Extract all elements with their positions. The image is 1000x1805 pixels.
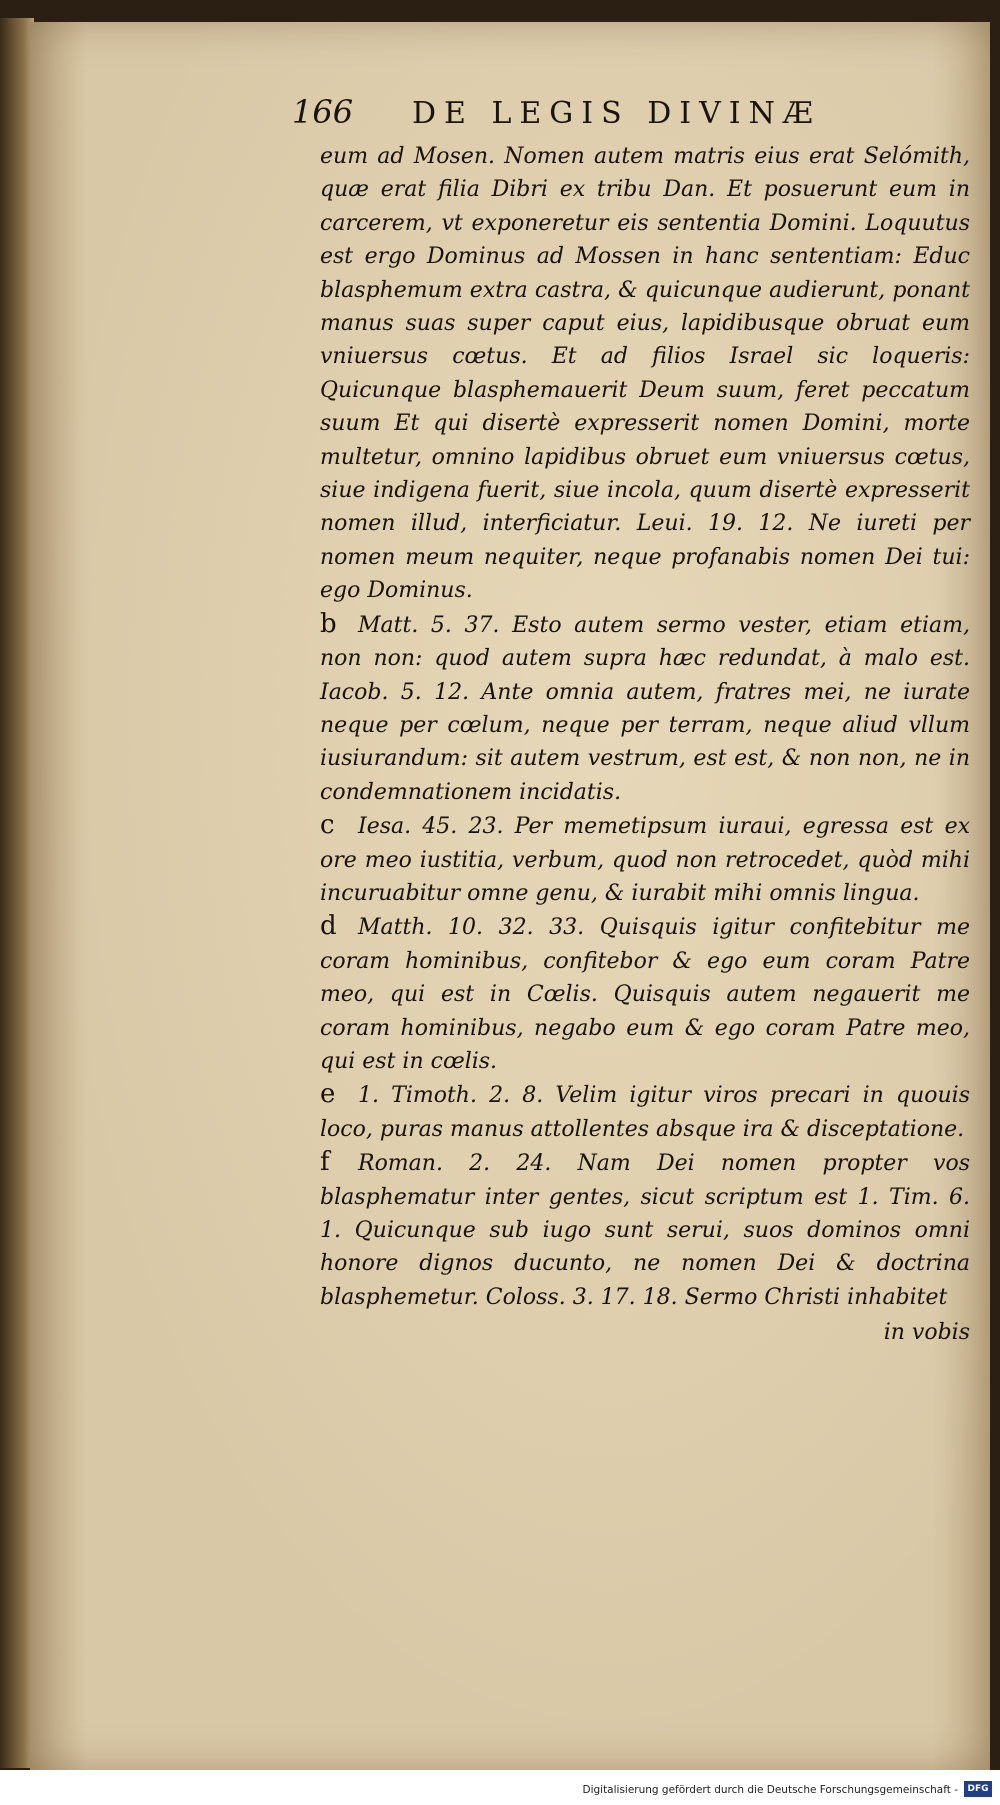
paragraph-text: 1. Timoth. 2. 8. Velim igitur viros precari in quouis loco, puras manus attollentes absque ira & disceptatione. [320, 1083, 970, 1142]
catchword: in vobis [883, 1320, 970, 1346]
paragraph [320, 1078, 970, 1146]
page-header [292, 93, 912, 131]
note-mark: c [320, 810, 335, 841]
paragraph [320, 140, 970, 608]
paragraph-text: Roman. 2. 24. Nam Dei nomen propter vos blasphematur inter gentes, sicut scriptum est 1. Tim. 6. 1. Quicunque sub iugo sunt serui, suos dominos omni honore dignos ducunto, ne nomen Dei & doctrina blasphemetur. Coloss. 3. 17. 18. Sermo Christi inhabitet [320, 1151, 970, 1310]
paragraph-text: Matth. 10. 32. 33. Quisquis igitur confitebitur me coram hominibus, confitebor & ego eum coram Patre meo, qui est in Cœlis. Quisquis autem negauerit me coram hominibus, negabo eum & ego coram Patre meo, qui est in cœlis. [320, 915, 970, 1074]
text-block [320, 140, 970, 1350]
dfg-logo-icon: DFG [964, 1781, 992, 1797]
footer-credit: Digitalisierung gefördert durch die Deutsche Forschungsgemeinschaft - [582, 1784, 958, 1796]
paragraph-text: Iesa. 45. 23. Per memetipsum iuraui, egressa est ex ore meo iustitia, verbum, quod non retrocedet, quòd mihi incuruabitur omne genu, & iurabit mihi omnis lingua. [320, 814, 970, 906]
paragraph [320, 910, 970, 1078]
paragraph [320, 1146, 970, 1314]
digitization-footer [0, 1770, 1000, 1805]
note-mark: d [320, 911, 337, 942]
paragraph-text: eum ad Mosen. Nomen autem matris eius erat Selómith, quæ erat filia Dibri ex tribu Dan. Et posuerunt eum in carcerem, vt exponeretur eis sententia Domini. Loquutus est ergo Dominus ad Mossen in hanc sententiam: Educ blasphemum extra castra, & quicunque audierunt, ponant manus suas super caput eius, lapidibusque obruat eum vniuersus cœtus. Et ad filios Israel sic loqueris: Quicunque blasphemauerit Deum suum, feret peccatum suum Et qui disertè expresserit nomen Domini, morte multetur, omnino lapidibus obruet eum vniuersus cœtus, siue indigena fuerit, siue incola, quum disertè expresserit nomen illud, interficiatur. Leui. 19. 12. Ne iureti per nomen meum nequiter, neque profanabis nomen Dei tui: ego Dominus. [320, 144, 970, 604]
note-mark: e [320, 1079, 336, 1110]
note-mark: f [320, 1147, 330, 1178]
page-number: 166 [292, 93, 354, 131]
book-edge [0, 18, 34, 1768]
paragraph [320, 809, 970, 910]
running-head: DE LEGIS DIVINÆ [412, 96, 821, 131]
note-mark: b [320, 608, 337, 639]
paragraph [320, 608, 970, 809]
paragraph-text: Matt. 5. 37. Esto autem sermo vester, etiam etiam, non non: quod autem supra hæc redundat, à malo est. Iacob. 5. 12. Ante omnia autem, fratres mei, ne iurate neque per cœlum, neque per terram, neque aliud vllum iusiurandum: sit autem vestrum, est est, & non non, ne in condemnationem incidatis. [320, 612, 970, 805]
